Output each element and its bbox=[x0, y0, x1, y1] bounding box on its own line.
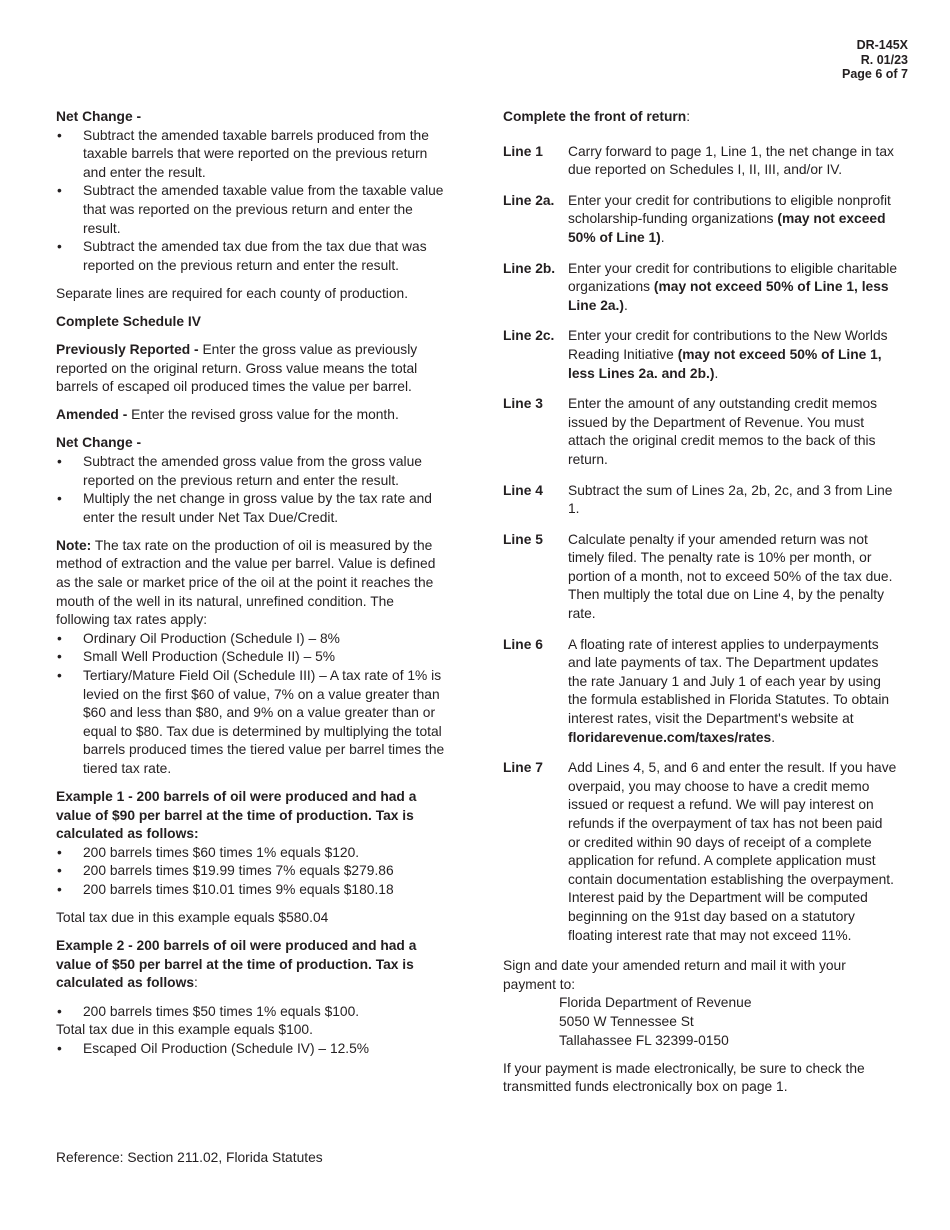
note-text: Note: The tax rate on the production of oil is measured by the method of extraction and the value per barrel. Value is defined as the sale or market price of the oil at the point it reaches the mouth of the well in its natural, unrefined condition. The following tax rates apply: bbox=[56, 537, 436, 628]
line-number: Line 7 bbox=[503, 760, 543, 776]
list-item: • Subtract the amended tax due from the tax due that was reported on the previous return and enter the result. bbox=[56, 238, 448, 275]
line-number: Line 3 bbox=[503, 396, 543, 412]
net-change-list bbox=[56, 127, 448, 276]
page-number: Page 6 of 7 bbox=[842, 67, 908, 82]
line-2a-instruction bbox=[503, 192, 898, 248]
tax-rates-list bbox=[56, 630, 448, 779]
net-change-heading-2: Net Change - bbox=[56, 435, 142, 451]
example-1-title: Example 1 - 200 barrels of oil were produced and had a value of $90 per barrel at the time of production. Tax is calculated as follows: bbox=[56, 789, 417, 842]
line-text: Carry forward to page 1, Line 1, the net change in tax due reported on Schedules I, II, III, and/or IV. bbox=[568, 143, 894, 178]
left-column bbox=[56, 108, 448, 1068]
mailing-address bbox=[503, 994, 898, 1050]
example-2-title: Example 2 - 200 barrels of oil were produced and had a value of $50 per barrel at the time of production. Tax is calculated as follows: bbox=[56, 938, 417, 991]
escaped-oil-list bbox=[56, 1040, 448, 1059]
example-2-list bbox=[56, 1003, 448, 1022]
reference-text: Reference: Section 211.02, Florida Statutes bbox=[56, 1150, 323, 1165]
line-5-instruction bbox=[503, 531, 898, 624]
line-text: Enter your credit for contributions to eligible nonprofit scholarship-funding organizations (may not exceed 50% of Line 1). bbox=[568, 192, 891, 245]
line-number: Line 2a. bbox=[503, 192, 555, 208]
list-item: • 200 barrels times $10.01 times 9% equals $180.18 bbox=[56, 881, 448, 900]
form-number: DR-145X bbox=[856, 38, 908, 52]
list-item: • 200 barrels times $50 times 1% equals $100. bbox=[56, 1003, 448, 1022]
sign-instruction: Sign and date your amended return and mail it with your payment to: bbox=[503, 958, 846, 992]
amended-text: Amended - Enter the revised gross value for the month. bbox=[56, 407, 399, 423]
line-number: Line 2b. bbox=[503, 260, 556, 276]
line-2c-instruction bbox=[503, 327, 898, 383]
line-number: Line 2c. bbox=[503, 328, 555, 344]
line-text: Enter your credit for contributions to eligible charitable organizations (may not exceed 50% of Line 1, less Line 2a.). bbox=[568, 260, 897, 313]
list-item: • Ordinary Oil Production (Schedule I) – 8% bbox=[56, 630, 448, 649]
line-text: Enter your credit for contributions to the New Worlds Reading Initiative (may not exceed 50% of Line 1, less Lines 2a. and 2b.). bbox=[568, 328, 888, 381]
net-change-heading: Net Change - bbox=[56, 109, 142, 124]
list-item: • Multiply the net change in gross value by the tax rate and enter the result under Net Tax Due/Credit. bbox=[56, 490, 448, 527]
schedule-iv-heading: Complete Schedule IV bbox=[56, 313, 201, 329]
example-1-list bbox=[56, 844, 448, 900]
line-text: A floating rate of interest applies to underpayments and late payments of tax. The Department updates the rate January 1 and July 1 of each year by using the formula established in Florida Statutes. To obtain interest rates, visit the Department's website at floridarevenue.com/taxes/rates. bbox=[568, 636, 890, 745]
example-2-total: Total tax due in this example equals $100. bbox=[56, 1022, 313, 1038]
list-item: • Subtract the amended taxable value from the taxable value that was reported on the previous return and enter the result. bbox=[56, 182, 448, 238]
line-2b-instruction bbox=[503, 260, 898, 316]
line-text: Calculate penalty if your amended return was not timely filed. The penalty rate is 10% per month, or portion of a month, not to exceed 50% of the tax due. Then multiply the total due on Line 4, by the penalty rate. bbox=[568, 531, 893, 622]
list-item: • Small Well Production (Schedule II) – 5% bbox=[56, 648, 448, 667]
list-item: • Tertiary/Mature Field Oil (Schedule III) – A tax rate of 1% is levied on the first $60 of value, 7% on a value greater than $60 and less than $80, and 9% on a value greater than or equal to $80. Tax due is determined by multiplying the total barrels produced times the tiered value per barrel times the tiered tax rate. bbox=[56, 667, 448, 779]
address-line: 5050 W Tennessee St bbox=[559, 1013, 694, 1029]
example-1-total: Total tax due in this example equals $580.04 bbox=[56, 910, 329, 926]
line-6-instruction bbox=[503, 636, 898, 748]
line-number: Line 1 bbox=[503, 143, 543, 159]
electronic-payment-note: If your payment is made electronically, be sure to check the transmitted funds electronically box on page 1. bbox=[503, 1060, 865, 1095]
list-item: • Subtract the amended gross value from the gross value reported on the previous return and enter the result. bbox=[56, 453, 448, 490]
net-change-list-2 bbox=[56, 453, 448, 527]
line-4-instruction bbox=[503, 482, 898, 519]
line-number: Line 6 bbox=[503, 636, 543, 652]
separate-lines-text: Separate lines are required for each county of production. bbox=[56, 285, 409, 301]
line-text: Subtract the sum of Lines 2a, 2b, 2c, and 3 from Line 1. bbox=[568, 482, 893, 517]
list-item: • Subtract the amended taxable barrels produced from the taxable barrels that were reported on the previous return and enter the result. bbox=[56, 127, 448, 183]
line-number: Line 4 bbox=[503, 482, 543, 498]
line-1-instruction bbox=[503, 143, 898, 180]
list-item: • 200 barrels times $19.99 times 7% equals $279.86 bbox=[56, 862, 448, 881]
address-line: Florida Department of Revenue bbox=[559, 995, 752, 1011]
line-7-instruction bbox=[503, 759, 898, 945]
list-item: • 200 barrels times $60 times 1% equals $120. bbox=[56, 844, 448, 863]
address-line: Tallahassee FL 32399-0150 bbox=[559, 1032, 729, 1048]
line-text: Add Lines 4, 5, and 6 and enter the result. If you have overpaid, you may choose to have a credit memo issued or request a refund. We will pay interest on refunds if the overpayment of tax has not been paid or credited within 90 days of receipt of a complete application for refund. A complete application must contain documentation establishing the overpayment. Interest paid by the Department will be computed beginning on the 91st day based on a statutory floating interest rate that may not exceed 11%. bbox=[568, 760, 897, 943]
line-3-instruction bbox=[503, 395, 898, 469]
form-header bbox=[842, 38, 908, 82]
previously-reported-text: Previously Reported - Enter the gross value as previously reported on the original return. Gross value means the total barrels of escaped oil produced times the value per barrel. bbox=[56, 342, 418, 395]
right-column bbox=[503, 108, 898, 1106]
website-link[interactable]: floridarevenue.com/taxes/rates bbox=[568, 729, 772, 745]
front-of-return-heading: Complete the front of return: bbox=[503, 109, 691, 124]
line-text: Enter the amount of any outstanding credit memos issued by the Department of Revenue. You must attach the original credit memos to the back of this return. bbox=[568, 396, 878, 467]
line-number: Line 5 bbox=[503, 531, 543, 547]
form-revision: R. 01/23 bbox=[860, 52, 908, 67]
list-item: • Escaped Oil Production (Schedule IV) – 12.5% bbox=[56, 1040, 448, 1059]
